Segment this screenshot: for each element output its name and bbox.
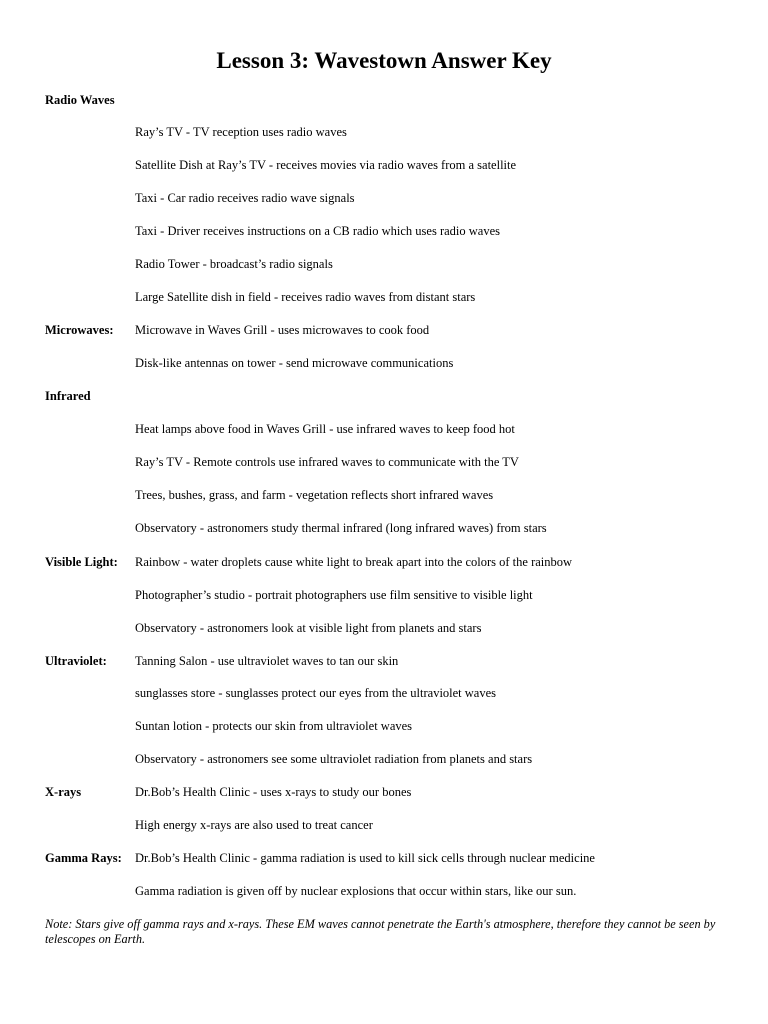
section-heading-microwaves: Microwaves:: [45, 323, 114, 337]
list-item: Rainbow - water droplets cause white light to break apart into the colors of the rainbow: [135, 555, 573, 569]
list-item: Trees, bushes, grass, and farm - vegetation reflects short infrared waves: [135, 488, 494, 502]
list-item: Ray’s TV - Remote controls use infrared waves to communicate with the TV: [135, 455, 519, 469]
list-item: Tanning Salon - use ultraviolet waves to tan our skin: [135, 654, 399, 668]
list-item: Gamma radiation is given off by nuclear explosions that occur within stars, like our sun.: [135, 884, 577, 898]
page-title: Lesson 3: Wavestown Answer Key: [216, 48, 552, 73]
section-heading-visible-light: Visible Light:: [45, 555, 118, 569]
list-item: Disk-like antennas on tower - send microwave communications: [135, 356, 454, 370]
list-item: Taxi - Car radio receives radio wave signals: [135, 191, 355, 205]
section-heading-gamma-rays: Gamma Rays:: [45, 851, 122, 865]
section-heading-ultraviolet: Ultraviolet:: [45, 654, 107, 668]
list-item: Heat lamps above food in Waves Grill - use infrared waves to keep food hot: [135, 422, 515, 436]
list-item: Dr.Bob’s Health Clinic - uses x-rays to study our bones: [135, 785, 412, 799]
list-item: Large Satellite dish in field - receives radio waves from distant stars: [135, 290, 476, 304]
list-item: Ray’s TV - TV reception uses radio waves: [135, 125, 347, 139]
list-item: Satellite Dish at Ray’s TV - receives movies via radio waves from a satellite: [135, 158, 517, 172]
list-item: Taxi - Driver receives instructions on a CB radio which uses radio waves: [135, 224, 500, 238]
section-heading-x-rays: X-rays: [45, 785, 82, 799]
section-heading-radio-waves: Radio Waves: [45, 93, 115, 107]
list-item: Microwave in Waves Grill - uses microwaves to cook food: [135, 323, 430, 337]
list-item: Observatory - astronomers see some ultraviolet radiation from planets and stars: [135, 752, 533, 766]
list-item: Suntan lotion - protects our skin from ultraviolet waves: [135, 719, 413, 733]
list-item: Photographer’s studio - portrait photographers use film sensitive to visible light: [135, 588, 533, 602]
list-item: High energy x-rays are also used to treat cancer: [135, 818, 373, 832]
list-item: Dr.Bob’s Health Clinic - gamma radiation is used to kill sick cells through nuclear medicine: [135, 851, 595, 865]
list-item: Radio Tower - broadcast’s radio signals: [135, 257, 333, 271]
list-item: sunglasses store - sunglasses protect our eyes from the ultraviolet waves: [135, 686, 497, 700]
list-item: Observatory - astronomers study thermal infrared (long infrared waves) from stars: [135, 521, 547, 535]
section-heading-infrared: Infrared: [45, 389, 91, 403]
list-item: Observatory - astronomers look at visible light from planets and stars: [135, 621, 482, 635]
footnote: Note: Stars give off gamma rays and x-rays. These EM waves cannot penetrate the Earth's atmosphere, therefore they cannot be seen by telescopes on Earth.: [45, 917, 716, 946]
